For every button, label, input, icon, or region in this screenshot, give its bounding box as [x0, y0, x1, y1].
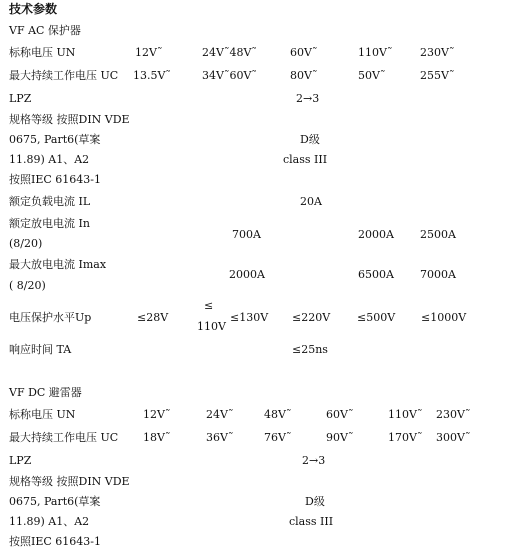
dc-class-label-line3: 11.89) A1、A2 — [9, 515, 90, 528]
dc-max-voltage-value: 18V˜ — [143, 431, 171, 444]
dc-rated-voltage-value: 12V˜ — [143, 408, 171, 421]
ac-max-discharge-label-line2: ( 8/20) — [9, 279, 46, 292]
ac-lpz-label: LPZ — [9, 92, 32, 105]
dc-max-voltage-value: 170V˜ — [388, 431, 423, 444]
ac-discharge-current-value: 2000A — [358, 228, 394, 241]
dc-max-voltage-value: 300V˜ — [436, 431, 471, 444]
ac-discharge-current-label-line2: (8/20) — [9, 237, 43, 250]
dc-max-voltage-value: 90V˜ — [326, 431, 354, 444]
dc-max-voltage-label: 最大持续工作电压 UC — [9, 431, 119, 444]
ac-class-value-line1: D级 — [300, 133, 320, 146]
dc-section-title: VF DC 避雷器 — [9, 386, 82, 399]
ac-rated-voltage-label: 标称电压 UN — [9, 46, 76, 59]
ac-discharge-current-value: 2500A — [420, 228, 456, 241]
dc-class-value-line1: D级 — [305, 495, 325, 508]
ac-rated-voltage-value: 24V˜48V˜ — [202, 46, 257, 59]
ac-max-voltage-value: 34V˜60V˜ — [202, 69, 257, 82]
dc-class-label-line4: 按照IEC 61643-1 — [9, 535, 101, 548]
ac-protection-level-value: ≤ — [204, 299, 214, 312]
ac-class-value-line2: class III — [283, 153, 328, 166]
ac-rated-voltage-value: 12V˜ — [135, 46, 163, 59]
dc-max-voltage-value: 36V˜ — [206, 431, 234, 444]
ac-max-voltage-value: 50V˜ — [358, 69, 386, 82]
ac-class-label-line1: 规格等级 按照DIN VDE — [9, 113, 130, 126]
ac-max-discharge-label: 最大放电电流 Imax — [9, 258, 107, 271]
ac-discharge-current-value: 700A — [232, 228, 261, 241]
ac-protection-level-label: 电压保护水平Up — [9, 311, 92, 324]
ac-response-time-value: ≤25ns — [292, 343, 328, 356]
dc-lpz-label: LPZ — [9, 454, 32, 467]
ac-protection-level-value: ≤500V — [357, 311, 396, 324]
ac-class-label-line3: 11.89) A1、A2 — [9, 153, 90, 166]
ac-protection-level-value: ≤220V — [292, 311, 331, 324]
dc-rated-voltage-label: 标称电压 UN — [9, 408, 76, 421]
ac-class-label-line2: 0675, Part6(草案 — [9, 133, 101, 146]
dc-max-voltage-value: 76V˜ — [264, 431, 292, 444]
ac-protection-level-value: ≤1000V — [421, 311, 467, 324]
ac-max-voltage-value: 13.5V˜ — [133, 69, 171, 82]
ac-max-discharge-value: 6500A — [358, 268, 394, 281]
ac-protection-level-value: 110V — [197, 320, 226, 333]
ac-load-current-label: 额定负载电流 IL — [9, 195, 91, 208]
dc-lpz-value: 2→3 — [302, 454, 326, 467]
ac-load-current-value: 20A — [300, 195, 322, 208]
dc-class-label-line1: 规格等级 按照DIN VDE — [9, 475, 130, 488]
ac-protection-level-value: ≤28V — [137, 311, 169, 324]
ac-max-discharge-value: 7000A — [420, 268, 456, 281]
ac-rated-voltage-value: 60V˜ — [290, 46, 318, 59]
dc-rated-voltage-value: 24V˜ — [206, 408, 234, 421]
ac-protection-level-value: ≤130V — [230, 311, 269, 324]
ac-max-voltage-value: 255V˜ — [420, 69, 455, 82]
dc-rated-voltage-value: 60V˜ — [326, 408, 354, 421]
ac-class-label-line4: 按照IEC 61643-1 — [9, 173, 101, 186]
dc-rated-voltage-value: 110V˜ — [388, 408, 423, 421]
ac-rated-voltage-value: 110V˜ — [358, 46, 393, 59]
ac-max-voltage-value: 80V˜ — [290, 69, 318, 82]
dc-class-value-line2: class III — [289, 515, 334, 528]
ac-max-discharge-value: 2000A — [229, 268, 265, 281]
dc-rated-voltage-value: 230V˜ — [436, 408, 471, 421]
dc-class-label-line2: 0675, Part6(草案 — [9, 495, 101, 508]
ac-rated-voltage-value: 230V˜ — [420, 46, 455, 59]
ac-discharge-current-label: 额定放电电流 In — [9, 217, 90, 230]
dc-rated-voltage-value: 48V˜ — [264, 408, 292, 421]
ac-max-voltage-label: 最大持续工作电压 UC — [9, 69, 119, 82]
spec-heading: 技术参数 — [9, 2, 58, 16]
ac-lpz-value: 2→3 — [296, 92, 320, 105]
ac-section-title: VF AC 保护器 — [9, 24, 81, 37]
ac-response-time-label: 响应时间 TA — [9, 343, 72, 356]
